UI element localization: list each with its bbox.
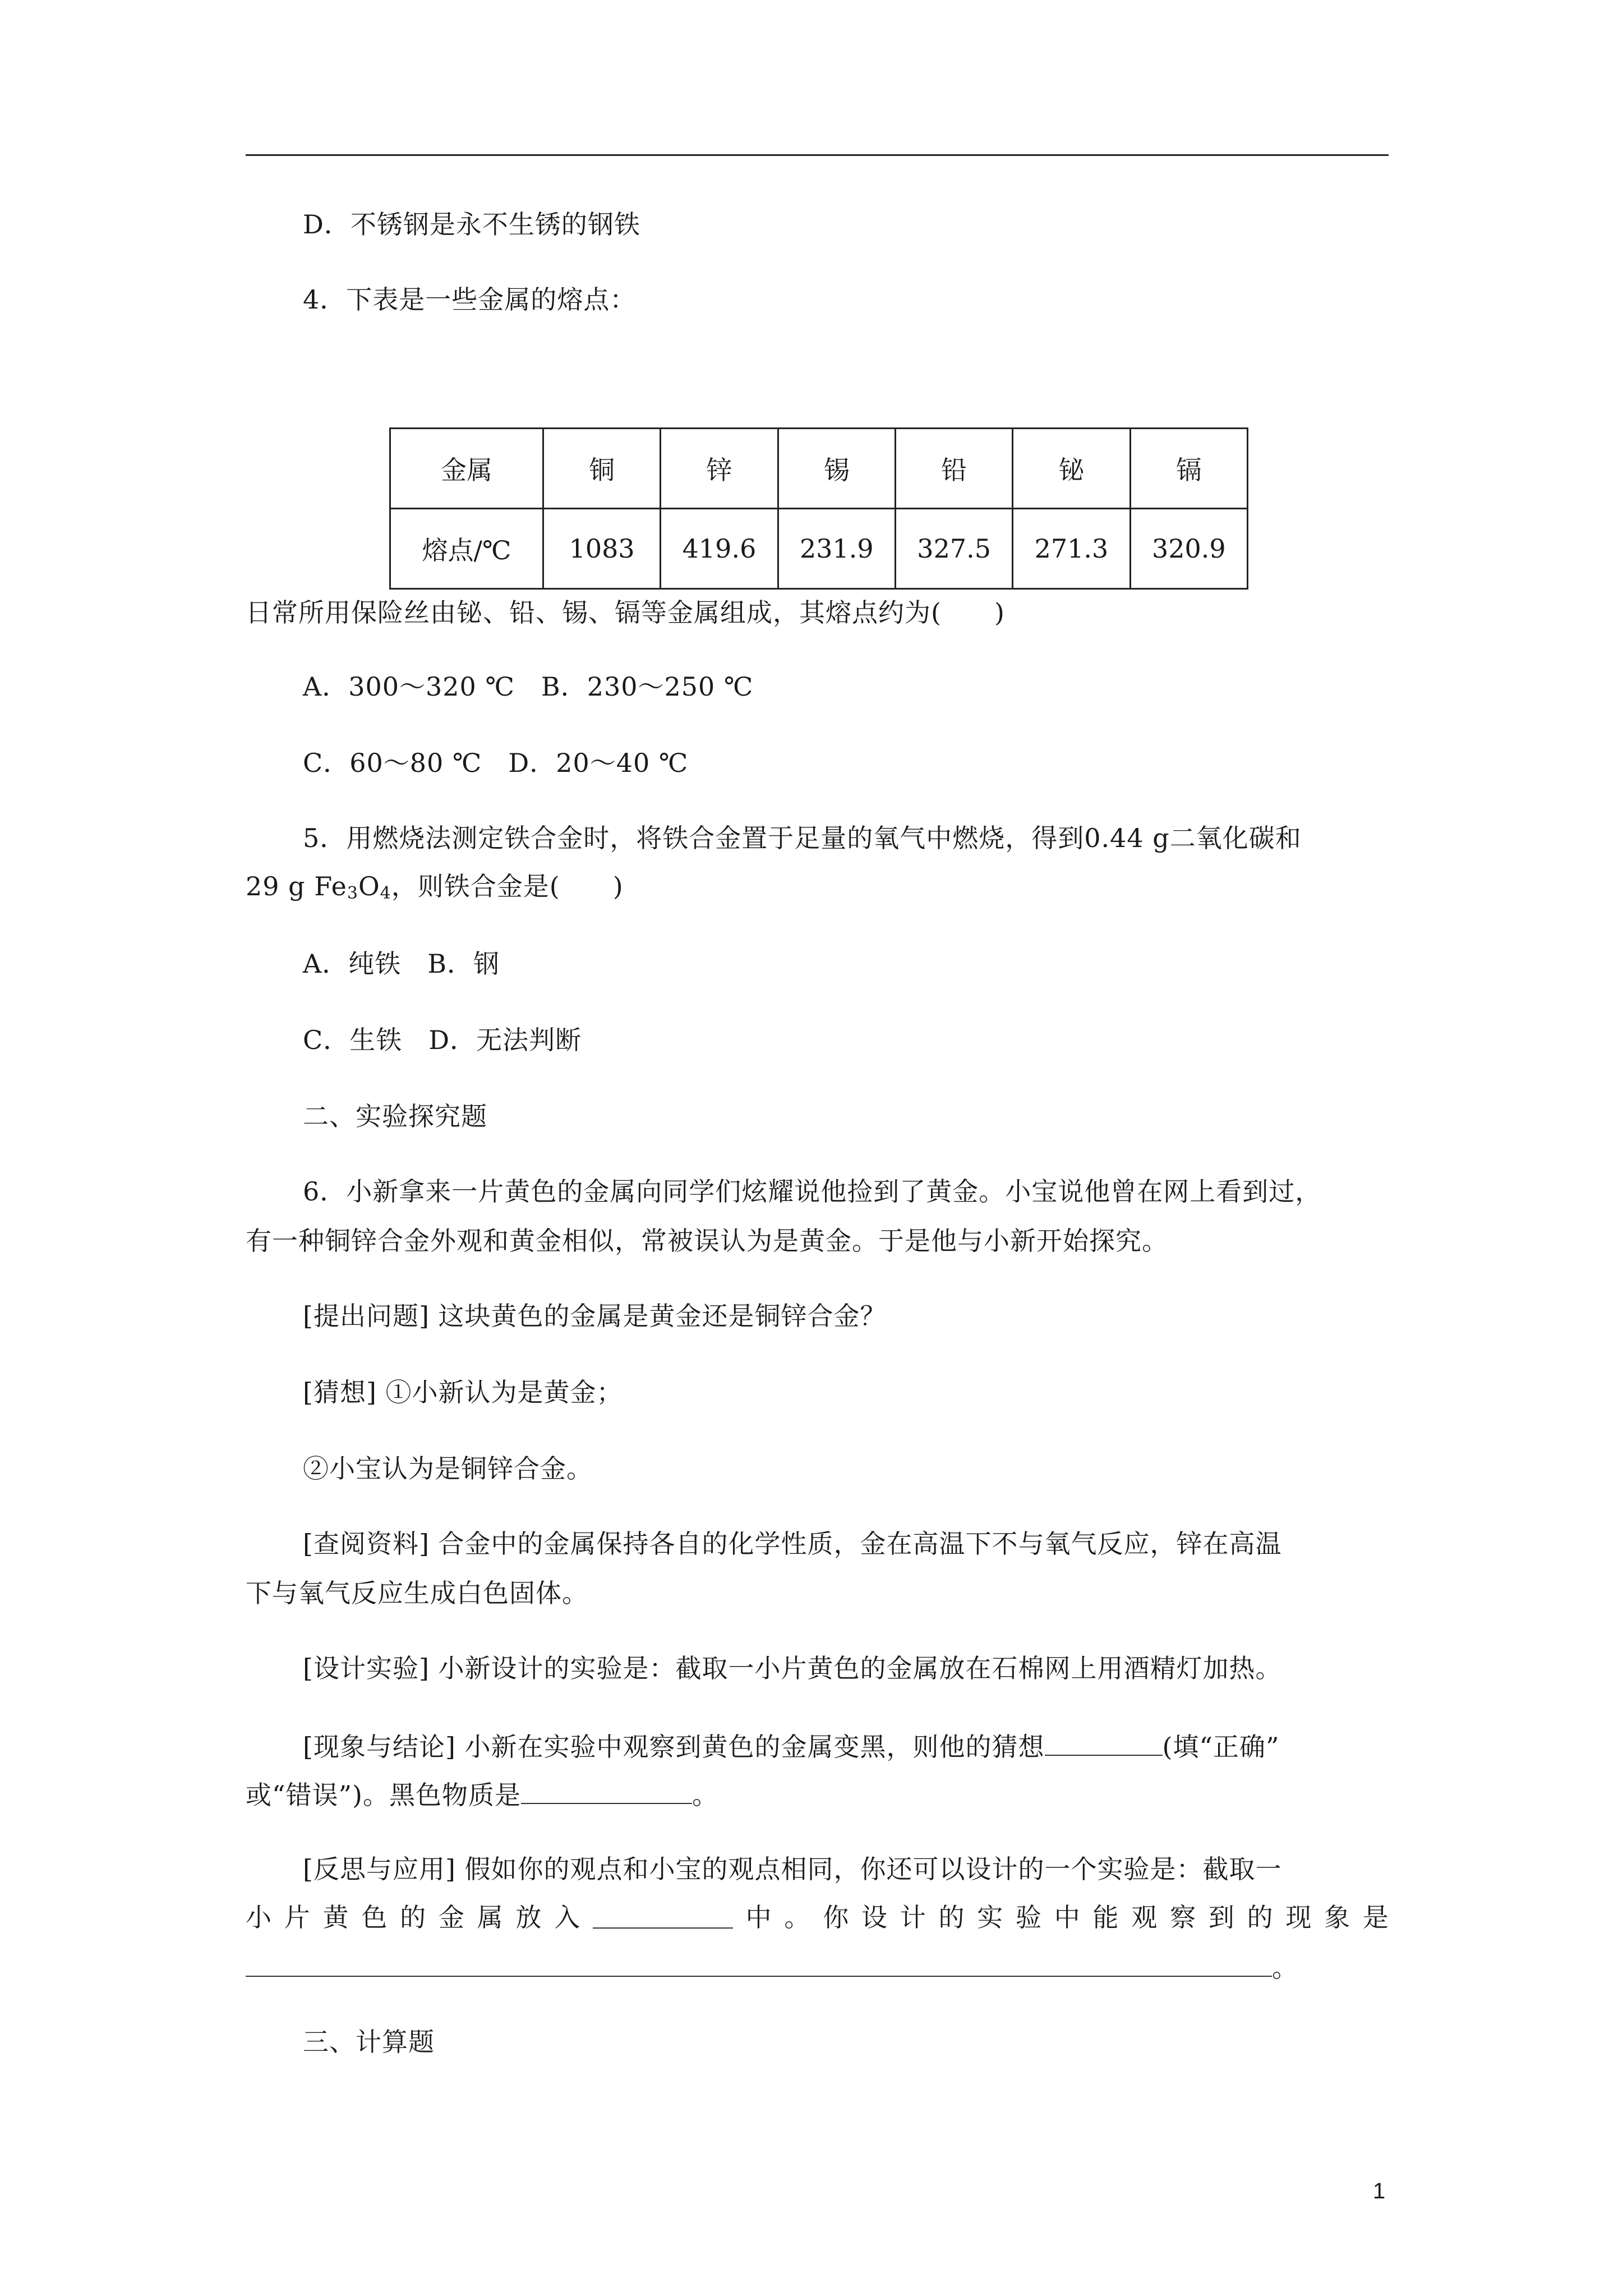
- reflect-char: 属: [477, 1902, 503, 1932]
- reflect-char: 计: [900, 1902, 926, 1932]
- q4-question: 日常所用保险丝由铋、铅、锡、镉等金属组成，其熔点约为( ): [246, 597, 1005, 628]
- q4-stem: 4．下表是一些金属的熔点：: [303, 284, 637, 315]
- table-cell-value: 419.6: [661, 509, 778, 589]
- reflect-char: 到: [1208, 1902, 1234, 1932]
- reflect-line3-suffix: 。: [1272, 1953, 1298, 1983]
- table-cell-value: 1083: [543, 509, 661, 589]
- conclusion-prefix: [现象与结论] 小新在实验中观察到黄色的金属变黑，则他的猜想: [303, 1732, 1045, 1762]
- q5-stem-line1: 5．用燃烧法测定铁合金时，将铁合金置于足量的氧气中燃烧，得到0.44 g二氧化碳和: [303, 823, 1302, 853]
- q6-guess-2: ②小宝认为是铜锌合金。: [303, 1453, 593, 1484]
- reflect-char: 能: [1092, 1902, 1119, 1932]
- q4-options-ab: A．300～320 ℃ B．230～250 ℃: [303, 671, 754, 702]
- reflect-char: 验: [1016, 1902, 1042, 1932]
- q6-design: [设计实验] 小新设计的实验是：截取一小片黄色的金属放在石棉网上用酒精灯加热。: [303, 1653, 1282, 1683]
- section-2-title: 二、实验探究题: [303, 1101, 487, 1131]
- q5-options-ab: A．纯铁 B．钢: [303, 949, 500, 979]
- answer-blank-black-substance[interactable]: [521, 1777, 692, 1804]
- melting-point-table: [389, 427, 1248, 590]
- conclusion-line2-prefix: 或“错误”)。黑色物质是: [246, 1780, 521, 1810]
- answer-blank-guess[interactable]: [1045, 1729, 1163, 1756]
- table-cell-metal: 锡: [778, 429, 895, 509]
- reflect-char: 实: [977, 1902, 1003, 1932]
- conclusion-line2-suffix: 。: [691, 1780, 718, 1810]
- table-cell-metal: 铅: [895, 429, 1012, 509]
- q5-mass-prefix: 29 g Fe: [246, 871, 347, 901]
- reflect-char: 是: [1362, 1902, 1389, 1932]
- reflect-char: 现: [1285, 1902, 1312, 1932]
- table-row-metals: [390, 429, 1248, 509]
- reflect-char: 的: [1247, 1902, 1273, 1932]
- reflect-char: 察: [1170, 1902, 1196, 1932]
- q6-conclusion-line1: [303, 1729, 1280, 1763]
- q5-stem-suffix: ，则铁合金是( ): [391, 871, 624, 901]
- reflect-char: 入: [554, 1902, 580, 1932]
- q6-conclusion-line2: [246, 1777, 718, 1811]
- subscript-3: 3: [347, 884, 358, 903]
- q6-ask-question: [提出问题] 这块黄色的金属是黄金还是铜锌合金？: [303, 1301, 887, 1331]
- subscript-4: 4: [380, 884, 391, 903]
- answer-blank-reagent[interactable]: [593, 1902, 733, 1929]
- q6-intro-line2: 有一种铜锌合金外观和黄金相似，常被误认为是黄金。于是他与小新开始探究。: [246, 1226, 1168, 1256]
- q5-options-cd: C．生铁 D．无法判断: [303, 1025, 582, 1055]
- reflect-char: 放: [515, 1902, 542, 1932]
- q6-reflect-line1: [反思与应用] 假如你的观点和小宝的观点相同，你还可以设计的一个实验是：截取一: [303, 1854, 1282, 1884]
- table-cell-value: 231.9: [778, 509, 895, 589]
- reflect-char: 黄: [322, 1902, 349, 1932]
- section-3-title: 三、计算题: [303, 2027, 435, 2057]
- reflect-char: 色: [361, 1902, 388, 1932]
- q4-options-cd: C．60～80 ℃ D．20～40 ℃: [303, 748, 689, 778]
- reflect-char: 中: [1054, 1902, 1080, 1932]
- reflect-char: 的: [938, 1902, 965, 1932]
- table-cell-metal: 镉: [1130, 429, 1247, 509]
- table-cell-metal: 锌: [661, 429, 778, 509]
- table-cell-value: 320.9: [1130, 509, 1247, 589]
- reflect-char: 你: [823, 1902, 849, 1932]
- table-cell-value: 271.3: [1013, 509, 1130, 589]
- table-header-label: 金属: [390, 429, 543, 509]
- q6-reference-line2: 下与氧气反应生成白色固体。: [246, 1578, 588, 1608]
- reflect-char: 的: [400, 1902, 426, 1932]
- table-row-melting-points: [390, 509, 1248, 589]
- reflect-char: 观: [1131, 1902, 1158, 1932]
- q3-option-d: D．不锈钢是永不生锈的钢铁: [303, 209, 640, 240]
- q6-reflect-line2: [246, 1902, 1389, 1933]
- reflect-char: 。: [784, 1902, 810, 1932]
- q5-stem-line2: [246, 871, 624, 902]
- conclusion-suffix: (填“正确”: [1162, 1732, 1280, 1762]
- table-row-label: 熔点/℃: [390, 509, 543, 589]
- reflect-char: 设: [861, 1902, 887, 1932]
- table-cell-metal: 铜: [543, 429, 661, 509]
- oxygen-symbol: O: [358, 871, 380, 901]
- reflect-char: 中: [745, 1902, 772, 1932]
- q6-reference-line1: [查阅资料] 合金中的金属保持各自的化学性质，金在高温下不与氧气反应，锌在高温: [303, 1529, 1282, 1559]
- q6-intro-line1: 6．小新拿来一片黄色的金属向同学们炫耀说他捡到了黄金。小宝说他曾在网上看到过，: [303, 1176, 1322, 1207]
- page-number: 1: [1373, 2179, 1386, 2203]
- reflect-char: 金: [438, 1902, 464, 1932]
- reflect-char: 小: [246, 1902, 271, 1932]
- q6-reflect-line3: [246, 1950, 1298, 1984]
- reflect-char: 片: [284, 1902, 310, 1932]
- table-cell-metal: 铋: [1013, 429, 1130, 509]
- answer-blank-phenomenon[interactable]: [246, 1950, 1272, 1977]
- table-cell-value: 327.5: [895, 509, 1012, 589]
- header-rule: [246, 154, 1389, 156]
- reflect-char: 象: [1324, 1902, 1350, 1932]
- q6-guess-1: [猜想] ①小新认为是黄金；: [303, 1377, 623, 1407]
